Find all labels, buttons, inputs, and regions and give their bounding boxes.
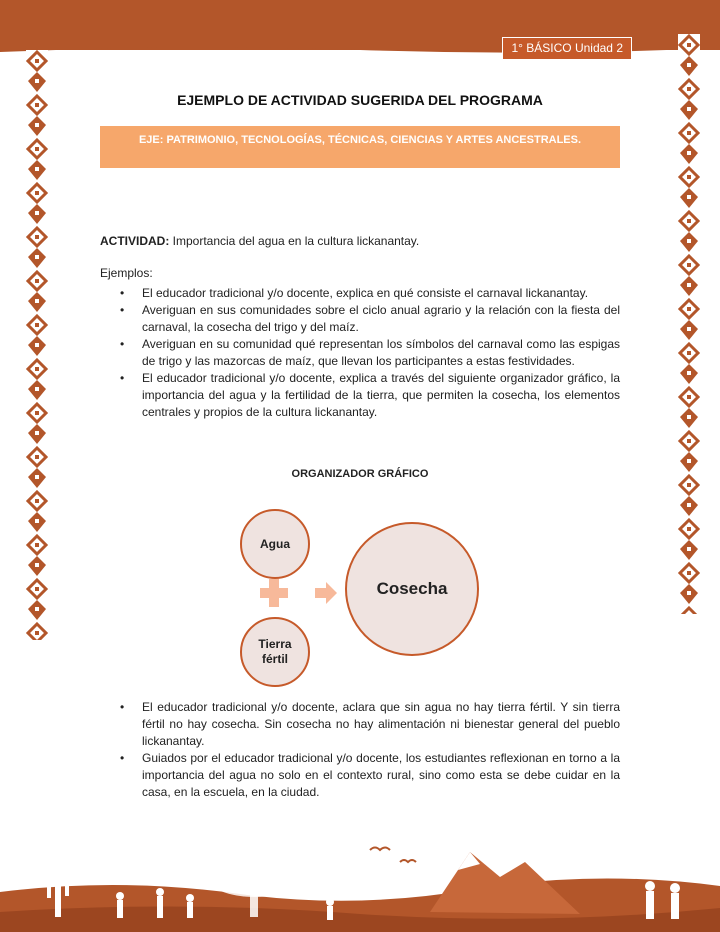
water-node (240, 509, 310, 579)
page-title: EJEMPLO DE ACTIVIDAD SUGERIDA DEL PROGRAMA (177, 92, 543, 108)
activity-line (100, 233, 620, 250)
list-item: • Averiguan en sus comunidades sobre el ciclo anual agrario y la relación con la fiesta del carnaval, la cosecha del trigo y del maíz. (100, 302, 620, 336)
list-item: • El educador tradicional y/o docente, aclara que sin agua no hay tierra fértil. Y sin tierra fértil no hay cosecha. Sin cosecha no hay alimentación ni bienestar general del pueblo lickanantay. (100, 699, 620, 750)
harvest-node (345, 522, 479, 656)
harvest-node-label: Cosecha (376, 579, 448, 598)
plus-icon (258, 577, 290, 609)
list-item: • El educador tradicional y/o docente, explica a través del siguiente organizador gráfico, la importancia del agua y la fertilidad de la tierra, que permiten la cosecha, los elementos centrales y propios de la cultura lickanantay. (100, 370, 620, 421)
activity-text: Importancia del agua en la cultura lickanantay. (169, 234, 420, 248)
list-item: • Averiguan en su comunidad qué representan los símbolos del carnaval como las espigas de trigo y las mazorcas de maíz, que llevan los participantes a estas festividades. (100, 336, 620, 370)
arrow-right-icon (313, 580, 339, 606)
water-node-label: Agua (260, 536, 290, 551)
activity-label: ACTIVIDAD: (100, 234, 170, 248)
left-border-pattern (26, 50, 48, 640)
examples-label: Ejemplos: (100, 266, 153, 280)
bottom-landscape-illustration (0, 822, 720, 932)
grade-unit-badge: 1° BÁSICO Unidad 2 (502, 37, 632, 60)
fertile-soil-node-label: Tierra fértil (258, 637, 292, 666)
fertile-soil-node (240, 617, 310, 687)
right-border-pattern (678, 34, 700, 614)
list-item: • Guiados por el educador tradicional y/o docente, los estudiantes reflexionan en torno a la importancia del agua no solo en el contexto rural, sino como esta se debe cuidar en la casa, en la escuela, en la ciudad. (100, 750, 620, 801)
closing-list (100, 699, 620, 801)
axis-banner: EJE: PATRIMONIO, TECNOLOGÍAS, TÉCNICAS, CIENCIAS Y ARTES ANCESTRALES. (100, 126, 620, 168)
examples-list (100, 285, 620, 421)
list-item: • El educador tradicional y/o docente, explica en qué consiste el carnaval lickanantay. (100, 285, 620, 302)
organizer-title: ORGANIZADOR GRÁFICO (291, 468, 429, 480)
